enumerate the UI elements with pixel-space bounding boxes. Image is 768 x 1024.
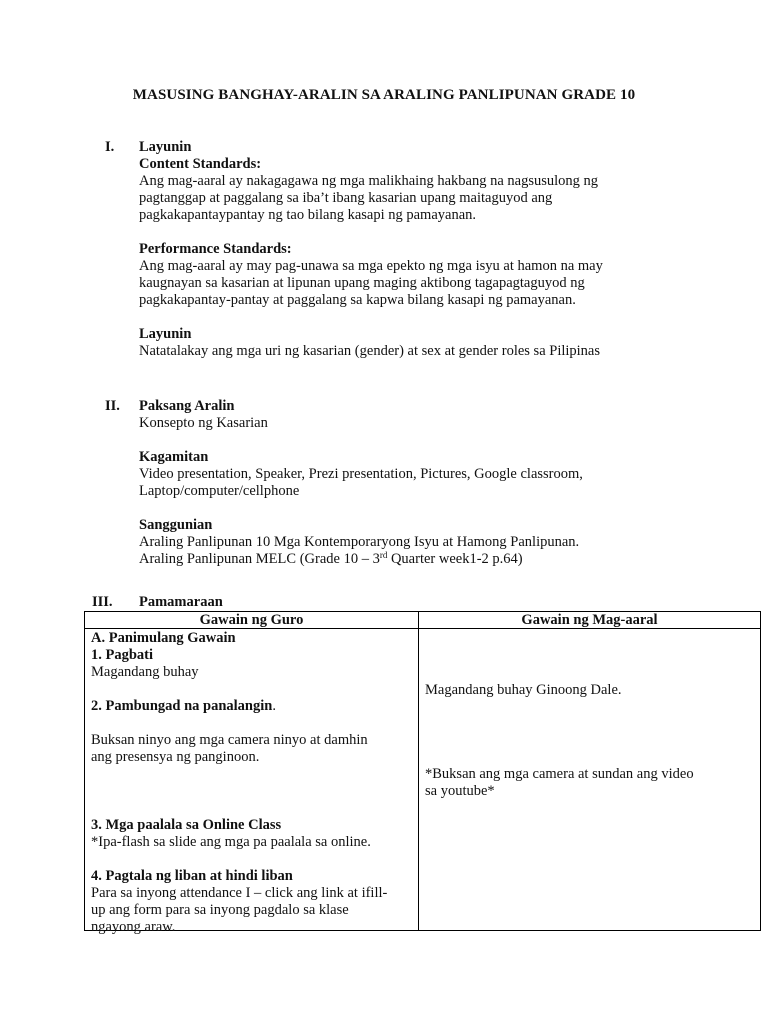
performance-standards-heading: Performance Standards: [139, 241, 292, 257]
document-title: MASUSING BANGHAY-ARALIN SA ARALING PANLIPUNAN GRADE 10 [132, 87, 636, 103]
student-response: Magandang buhay Ginoong Dale. [425, 682, 622, 698]
pagtala-text: up ang form para sa inyong pagdalo sa klase [91, 902, 349, 918]
performance-standards-line: pagkakapantay-pantay at paggalang sa kapwa bilang kasapi ng pamayanan. [139, 292, 576, 308]
column-header-guro: Gawain ng Guro [85, 612, 419, 629]
layunin-text: Natatalakay ang mga uri ng kasarian (gender) at sex at gender roles sa Pilipinas [139, 343, 601, 359]
section-number: III. [92, 594, 113, 610]
panalangin-period: . [272, 698, 276, 714]
section-heading: Layunin [139, 139, 192, 155]
panalangin-text: ang presensya ng panginoon. [91, 749, 260, 765]
pagtala-text: Para sa inyong attendance I – click ang link at ifill- [91, 885, 388, 901]
section-heading: Pamamaraan [139, 594, 223, 610]
section-number: II. [105, 398, 120, 414]
ordinal-suffix: rd [379, 550, 388, 560]
pagtala-text: ngayong araw. [91, 919, 176, 935]
content-standards-line: pagtanggap at paggalang sa iba’t ibang kasarian upang maitaguyod ang [139, 190, 553, 206]
kagamitan-line: Laptop/computer/cellphone [139, 483, 300, 499]
section-body [139, 398, 659, 568]
paalala-text: *Ipa-flash sa slide ang mga pa paalala sa online. [91, 834, 371, 850]
performance-standards-line: kaugnayan sa kasarian at lipunan upang maging aktibong tagapagtaguyod ng [139, 275, 585, 291]
sanggunian-text: Quarter week1-2 p.64) [387, 551, 523, 567]
procedure-table [84, 611, 761, 935]
sanggunian-line [139, 551, 659, 568]
mag-aaral-cell [419, 629, 761, 931]
content-standards-line: pagkakapantaypantay ng tao bilang kasapi ng pamayanan. [139, 207, 477, 223]
section-heading: Paksang Aralin [139, 398, 235, 414]
section-body [139, 139, 659, 360]
sanggunian-text: Araling Panlipunan MELC (Grade 10 – 3 [139, 551, 380, 567]
table-header-row [85, 612, 761, 629]
performance-standards-line: Ang mag-aaral ay may pag-unawa sa mga epekto ng mga isyu at hamon na may [139, 258, 603, 274]
section-body [139, 594, 659, 611]
panalangin-line [91, 698, 412, 715]
student-response: sa youtube* [425, 783, 495, 799]
kagamitan-line: Video presentation, Speaker, Prezi presentation, Pictures, Google classroom, [139, 466, 583, 482]
kagamitan-heading: Kagamitan [139, 449, 209, 465]
panalangin-heading: 2. Pambungad na panalangin [91, 698, 273, 714]
layunin-subheading: Layunin [139, 326, 192, 342]
panalangin-text: Buksan ninyo ang mga camera ninyo at damhin [91, 732, 368, 748]
sanggunian-heading: Sanggunian [139, 517, 213, 533]
content-standards-heading: Content Standards: [139, 156, 262, 172]
paalala-heading: 3. Mga paalala sa Online Class [91, 817, 282, 833]
guro-cell [85, 629, 419, 935]
topic-text: Konsepto ng Kasarian [139, 415, 268, 431]
student-response: *Buksan ang mga camera at sundan ang video [425, 766, 694, 782]
sanggunian-line: Araling Panlipunan 10 Mga Kontemporaryong Isyu at Hamong Panlipunan. [139, 534, 580, 550]
column-header-mag-aaral: Gawain ng Mag-aaral [419, 612, 761, 629]
panimulang-gawain-heading: A. Panimulang Gawain [91, 630, 236, 646]
pagtala-heading: 4. Pagtala ng liban at hindi liban [91, 868, 293, 884]
content-standards-line: Ang mag-aaral ay nakagagawa ng mga malikhaing hakbang na nagsusulong ng [139, 173, 599, 189]
pagbati-heading: 1. Pagbati [91, 647, 154, 663]
section-number: I. [105, 139, 115, 155]
table-row [85, 629, 761, 931]
pagbati-text: Magandang buhay [91, 664, 199, 680]
